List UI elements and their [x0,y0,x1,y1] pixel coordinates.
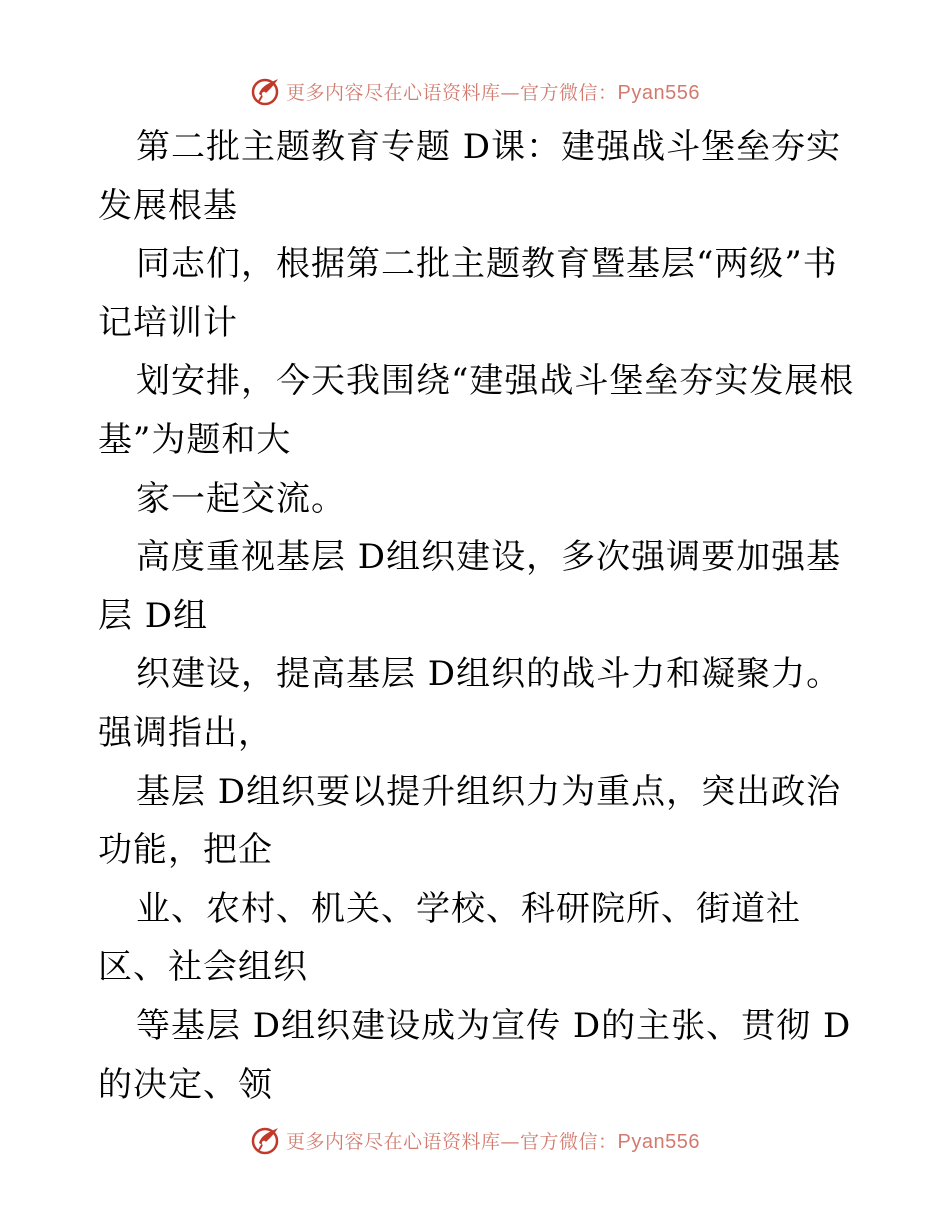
watermark-brand-text: 更多内容尽在心语资料库—官方微信： [286,81,618,104]
body-paragraph: 织建设，提高基层 D组织的战斗力和凝聚力。强调指出， [98,654,842,753]
watermark-wechat-id: Pyan556 [617,81,700,104]
quill-logo-icon [250,75,282,107]
body-paragraph: 同志们，根据第二批主题教育暨基层“两级”书记培训计 [98,244,838,343]
watermark-brand-text: 更多内容尽在心语资料库—官方微信： [286,1130,618,1153]
body-paragraph: 等基层 D组织建设成为宣传 D的主张、贯彻 D的决定、领 [98,1005,852,1105]
body-paragraph: 高度重视基层 D组织建设，多次强调要加强基层 D组 [98,537,842,636]
watermark-text [286,1127,700,1154]
body-paragraph: 基层 D组织要以提升组织力为重点，突出政治功能，把企 [98,771,842,871]
document-body [98,118,858,1114]
bottom-watermark-banner [0,1118,950,1162]
body-paragraph: 业、农村、机关、学校、科研院所、街道社区、社会组织 [98,888,801,988]
body-paragraph: 家一起交流。 [136,478,346,519]
quill-logo-icon [250,1124,282,1156]
watermark-text [286,78,700,105]
document-title-paragraph: 第二批主题教育专题 D课：建强战斗堡垒夯实发展根基 [98,127,842,226]
body-paragraph: 划安排，今天我围绕“建强战斗堡垒夯实发展根基”为题和大 [98,361,855,460]
watermark-wechat-id: Pyan556 [617,1130,700,1153]
top-watermark-banner [0,69,950,113]
